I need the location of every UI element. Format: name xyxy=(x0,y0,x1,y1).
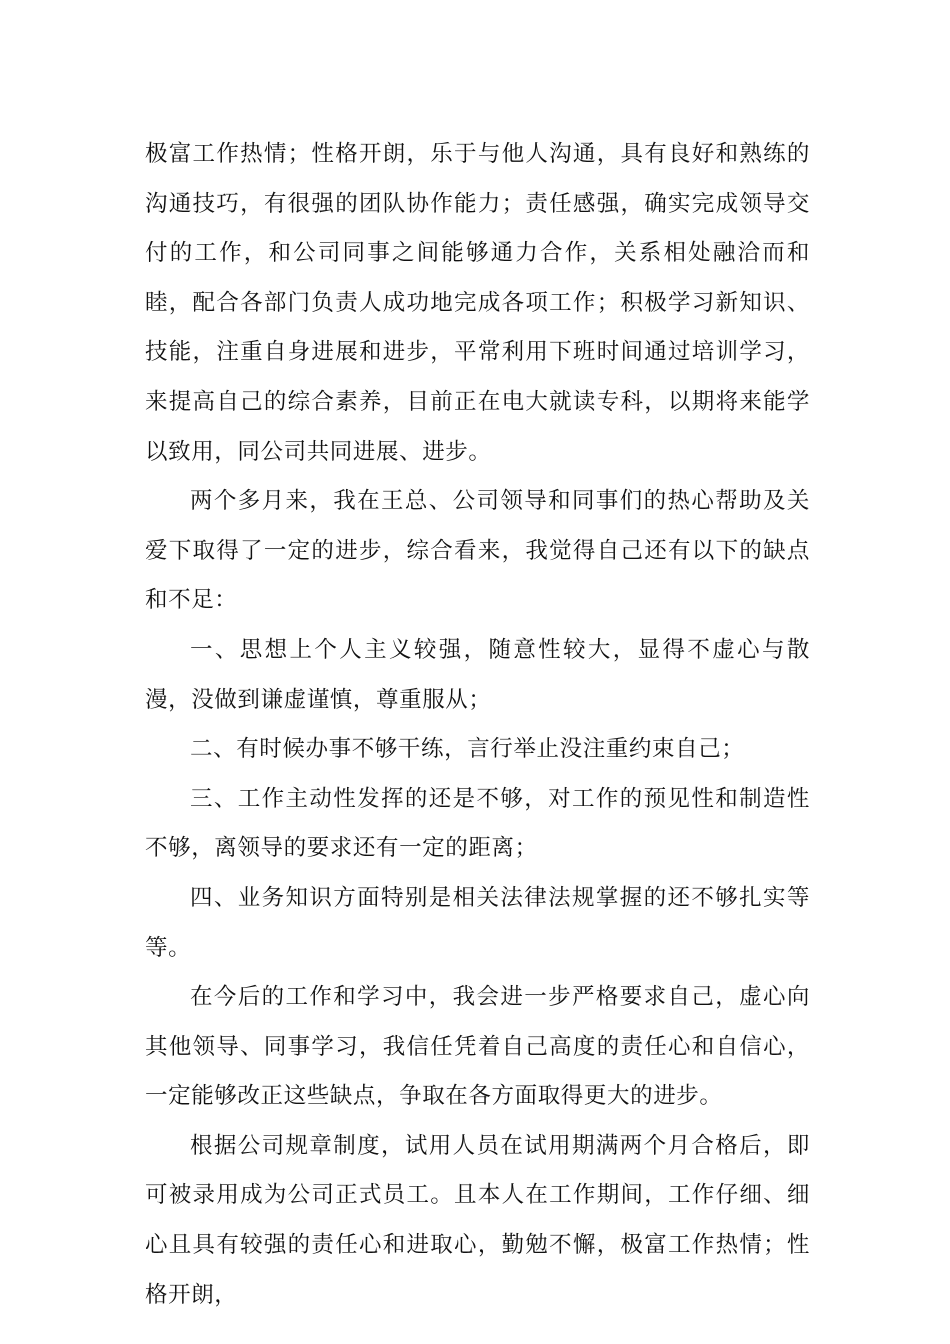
paragraph-shortcoming-1: 一、思想上个人主义较强，随意性较大，显得不虚心与散漫，没做到谦虚谨慎，尊重服从； xyxy=(145,636,810,713)
paragraph-shortcomings-intro: 两个多月来，我在王总、公司领导和同事们的热心帮助及关爱下取得了一定的进步，综合看来，我觉得自己还有以下的缺点和不足： xyxy=(145,488,810,614)
paragraph-shortcoming-3: 三、工作主动性发挥的还是不够，对工作的预见性和制造性不够，离领导的要求还有一定的距离； xyxy=(145,785,810,862)
paragraph-shortcoming-4: 四、业务知识方面特别是相关法律法规掌握的还不够扎实等等。 xyxy=(145,884,810,961)
paragraph-probation-rules: 根据公司规章制度，试用人员在试用期满两个月合格后，即可被录用成为公司正式员工。且本人在工作期间，工作仔细、细心且具有较强的责任心和进取心，勤勉不懈，极富工作热情；性格开朗， xyxy=(145,1132,810,1308)
document-body xyxy=(145,130,810,1320)
paragraph-strengths-continued: 极富工作热情；性格开朗，乐于与他人沟通，具有良好和熟练的沟通技巧，有很强的团队协作能力；责任感强，确实完成领导交付的工作，和公司同事之间能够通力合作，关系相处融洽而和睦，配合各部门负责人成功地完成各项工作；积极学习新知识、技能，注重自身进展和进步，平常利用下班时间通过培训学习，来提高自己的综合素养，目前正在电大就读专科，以期将来能学以致用，同公司共同进展、进步。 xyxy=(145,141,810,465)
paragraph-future-plans: 在今后的工作和学习中，我会进一步严格要求自己，虚心向其他领导、同事学习，我信任凭着自己高度的责任心和自信心，一定能够改正这些缺点，争取在各方面取得更大的进步。 xyxy=(145,984,810,1110)
paragraph-shortcoming-2: 二、有时候办事不够干练，言行举止没注重约束自己； xyxy=(190,736,745,763)
